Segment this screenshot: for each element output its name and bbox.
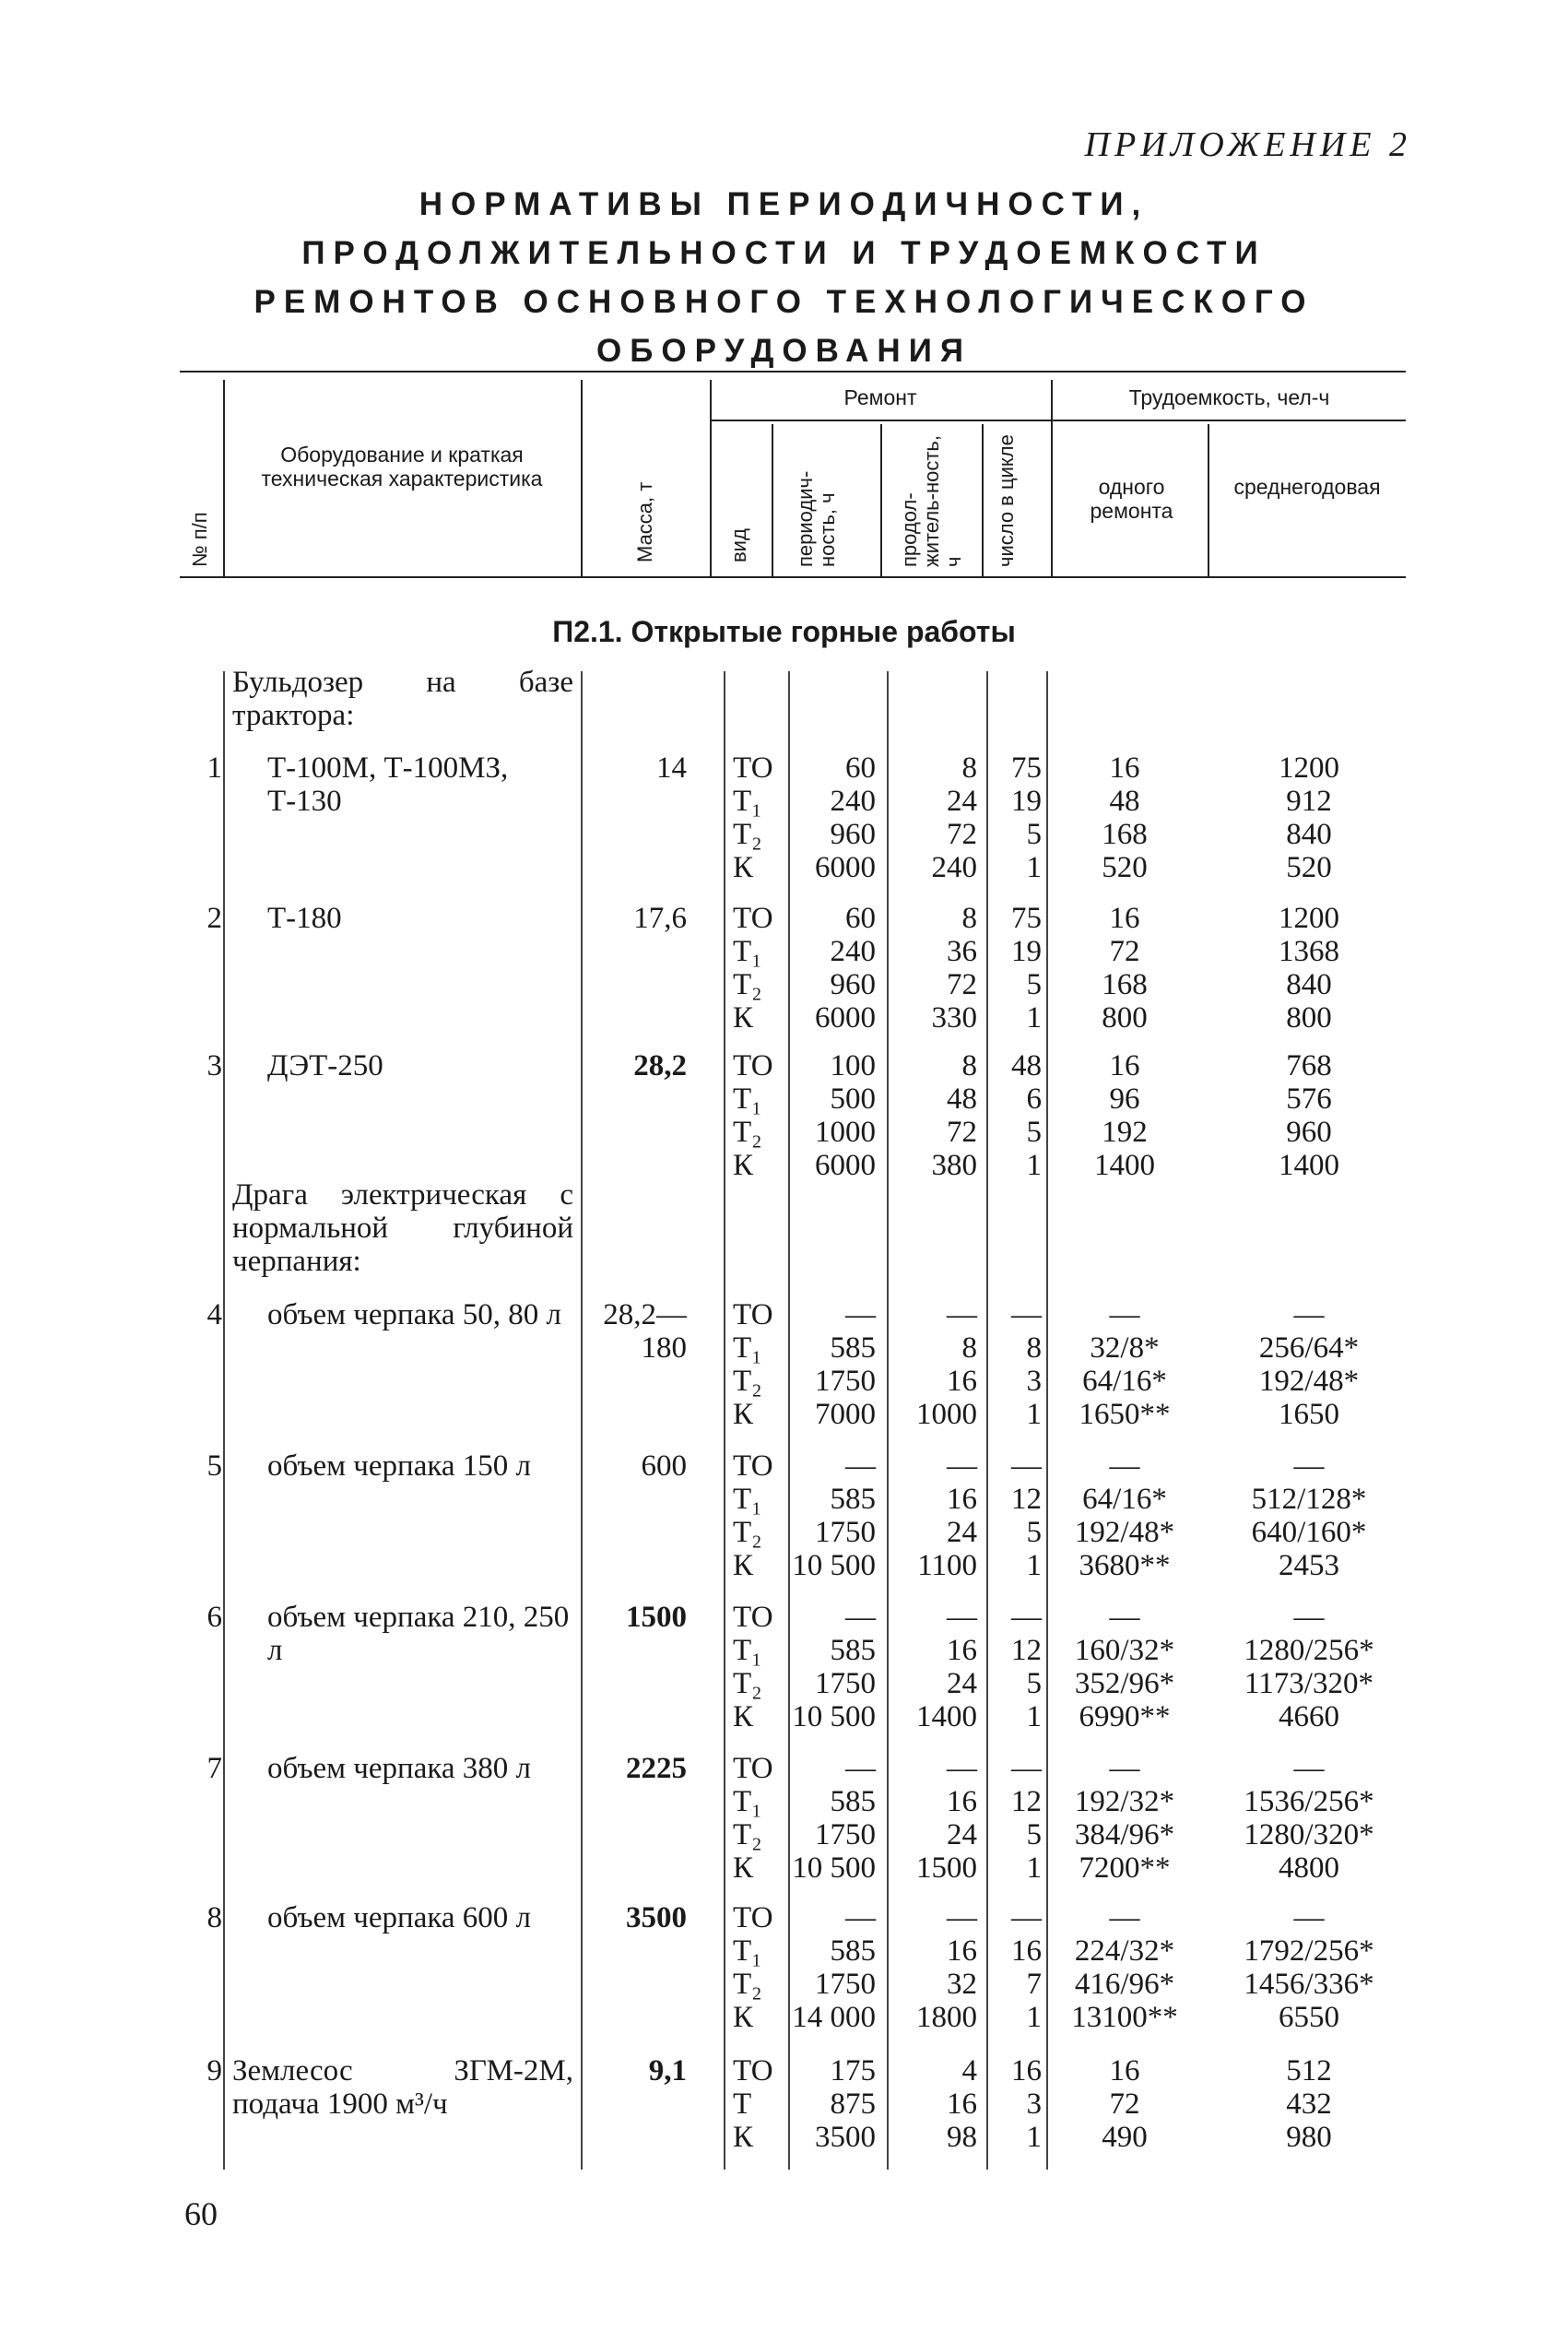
- row-mass: 28,2— 180: [603, 1298, 687, 1365]
- header-kind: вид: [727, 528, 750, 562]
- row-number: 4: [206, 1298, 222, 1331]
- row-description: Т-180: [267, 902, 342, 935]
- row-cycle-count: — 12 5 1: [1011, 1601, 1042, 1733]
- row-description: объем черпака 600 л: [267, 1901, 532, 1934]
- row-mass: 3500: [626, 1901, 687, 1934]
- group-label-dredge: Драга электрическая с нормальной глубиной черпания:: [232, 1178, 573, 1278]
- row-description: объем черпака 150 л: [267, 1449, 532, 1483]
- header-one-repair: одного ремонта: [1090, 475, 1173, 523]
- body-divider: [724, 671, 725, 2170]
- row-periodicity: 60 240 960 6000: [815, 751, 876, 884]
- row-mass: 14: [656, 751, 687, 785]
- row-periodicity: — 585 1750 10 500: [792, 1752, 876, 1885]
- row-mass: 2225: [626, 1752, 687, 1785]
- row-labor-annual: — 1280/256* 1173/320* 4660: [1244, 1601, 1374, 1733]
- row-labor-one: 16 48 168 520: [1102, 751, 1148, 884]
- row-mass: 28,2: [633, 1049, 687, 1082]
- row-periodicity: — 585 1750 10 500: [792, 1449, 876, 1582]
- row-labor-one: — 192/32* 384/96* 7200**: [1074, 1752, 1175, 1885]
- row-mass: 9,1: [648, 2054, 687, 2088]
- row-labor-one: — 32/8* 64/16* 1650**: [1079, 1298, 1171, 1431]
- header-divider: [982, 424, 984, 576]
- row-number: 3: [206, 1049, 222, 1082]
- header-top-rule: [180, 371, 1406, 373]
- title-line: ОБОРУДОВАНИЯ: [595, 333, 973, 369]
- row-labor-annual: 768 576 960 1400: [1279, 1049, 1339, 1182]
- header-divider: [772, 424, 773, 576]
- row-description: ДЭТ-250: [267, 1049, 383, 1082]
- row-cycle-count: — 8 3 1: [1011, 1298, 1042, 1431]
- row-periodicity: 100 500 1000 6000: [815, 1049, 876, 1182]
- row-number: 1: [206, 751, 222, 785]
- row-periodicity: 60 240 960 6000: [815, 902, 876, 1035]
- header-equipment: Оборудование и краткая техническая характеристика: [261, 443, 543, 491]
- row-number: 2: [206, 902, 222, 935]
- row-labor-one: — 64/16* 192/48* 3680**: [1074, 1449, 1175, 1582]
- row-periodicity: 175 875 3500: [815, 2054, 876, 2154]
- row-number: 8: [206, 1901, 222, 1934]
- header-divider: [223, 380, 225, 576]
- row-duration: — 16 32 1800: [916, 1901, 977, 2034]
- row-number: 6: [206, 1601, 222, 1634]
- row-mass: 600: [641, 1449, 687, 1483]
- header-count: число в цикле: [995, 434, 1018, 567]
- row-cycle-count: 75 19 5 1: [1011, 751, 1042, 884]
- page-number: 60: [184, 2195, 218, 2232]
- row-duration: 8 36 72 330: [931, 902, 977, 1035]
- header-bottom-rule: [180, 576, 1406, 578]
- row-periodicity: — 585 1750 14 000: [792, 1901, 876, 2034]
- header-group-rule: [710, 420, 1406, 421]
- row-periodicity: — 585 1750 10 500: [792, 1601, 876, 1733]
- row-repair-kind: ТО Т₁ Т₂ К: [733, 1449, 773, 1582]
- row-cycle-count: — 12 5 1: [1011, 1752, 1042, 1885]
- header-labor: Трудоемкость, чел-ч: [1128, 385, 1330, 409]
- row-duration: 8 24 72 240: [931, 751, 977, 884]
- header-divider: [880, 424, 882, 576]
- row-periodicity: — 585 1750 7000: [815, 1298, 876, 1431]
- row-description: Т-100М, Т-100МЗ, Т-130: [267, 751, 509, 818]
- row-cycle-count: — 16 7 1: [1011, 1901, 1042, 2034]
- row-labor-one: 16 96 192 1400: [1094, 1049, 1155, 1182]
- body-divider: [986, 671, 988, 2170]
- title-line: РЕМОНТОВ ОСНОВНОГО ТЕХНОЛОГИЧЕСКОГО: [253, 284, 1315, 320]
- row-labor-one: 16 72 490: [1102, 2054, 1148, 2154]
- row-repair-kind: ТО Т₁ Т₂ К: [733, 1049, 773, 1182]
- row-labor-one: 16 72 168 800: [1102, 902, 1148, 1035]
- row-duration: — 16 24 1100: [917, 1449, 977, 1582]
- row-description: объем черпака 50, 80 л: [267, 1298, 562, 1331]
- row-repair-kind: ТО Т₁ Т₂ К: [733, 1901, 773, 2034]
- header-mass: Масса, т: [633, 481, 656, 562]
- header-periodicity: периодич-ность, ч: [794, 470, 839, 567]
- header-duration: продол-житель-ность, ч: [898, 435, 965, 567]
- row-repair-kind: ТО Т К: [733, 2054, 773, 2154]
- header-repair: Ремонт: [843, 385, 917, 409]
- row-repair-kind: ТО Т₁ Т₂ К: [733, 902, 773, 1035]
- body-divider: [887, 671, 889, 2170]
- title-line: НОРМАТИВЫ ПЕРИОДИЧНОСТИ,: [419, 186, 1149, 222]
- body-divider: [223, 671, 225, 2170]
- header-annual: среднегодовая: [1233, 475, 1381, 499]
- row-mass: 17,6: [633, 902, 687, 935]
- row-duration: — 8 16 1000: [916, 1298, 977, 1431]
- row-duration: — 16 24 1500: [916, 1752, 977, 1885]
- row-labor-annual: — 256/64* 192/48* 1650: [1258, 1298, 1360, 1431]
- appendix-label: ПРИЛОЖЕНИЕ 2: [1084, 125, 1411, 164]
- row-number: 5: [206, 1449, 222, 1483]
- row-labor-annual: — 1792/256* 1456/336* 6550: [1244, 1901, 1374, 2034]
- row-number: 9: [206, 2054, 222, 2088]
- header-divider: [581, 380, 583, 576]
- row-cycle-count: 48 6 5 1: [1011, 1049, 1042, 1182]
- row-repair-kind: ТО Т₁ Т₂ К: [733, 751, 773, 884]
- row-mass: 1500: [626, 1601, 687, 1634]
- group-label-bulldozer: Бульдозер на базе трактора:: [232, 666, 573, 732]
- row-number: 7: [206, 1752, 222, 1785]
- title-line: ПРОДОЛЖИТЕЛЬНОСТИ И ТРУДОЕМКОСТИ: [301, 235, 1267, 271]
- row-duration: 4 16 98: [947, 2054, 977, 2154]
- row-repair-kind: ТО Т₁ Т₂ К: [733, 1298, 773, 1431]
- row-cycle-count: 75 19 5 1: [1011, 902, 1042, 1035]
- row-labor-annual: 512 432 980: [1286, 2054, 1332, 2154]
- row-cycle-count: — 12 5 1: [1011, 1449, 1042, 1582]
- row-description: Землесос ЗГМ-2М, подача 1900 м³/ч: [232, 2054, 573, 2121]
- row-labor-annual: 1200 1368 840 800: [1279, 902, 1339, 1035]
- body-divider: [581, 671, 583, 2170]
- row-duration: — 16 24 1400: [916, 1601, 977, 1733]
- row-duration: 8 48 72 380: [931, 1049, 977, 1182]
- document-title: [0, 180, 1568, 375]
- row-labor-annual: — 512/128* 640/160* 2453: [1251, 1449, 1367, 1582]
- row-description: объем черпака 380 л: [267, 1752, 532, 1785]
- row-labor-annual: 1200 912 840 520: [1279, 751, 1339, 884]
- row-repair-kind: ТО Т₁ Т₂ К: [733, 1601, 773, 1733]
- row-labor-one: — 224/32* 416/96* 13100**: [1071, 1901, 1178, 2034]
- row-cycle-count: 16 3 1: [1011, 2054, 1042, 2154]
- section-title: П2.1. Открытые горные работы: [552, 615, 1016, 648]
- header-num: № п/п: [188, 512, 211, 567]
- row-description: объем черпака 210, 250 л: [267, 1601, 570, 1667]
- row-labor-one: — 160/32* 352/96* 6990**: [1074, 1601, 1175, 1733]
- row-repair-kind: ТО Т₁ Т₂ К: [733, 1752, 773, 1885]
- body-divider: [1046, 671, 1048, 2170]
- row-labor-annual: — 1536/256* 1280/320* 4800: [1244, 1752, 1374, 1885]
- header-divider: [1208, 424, 1209, 576]
